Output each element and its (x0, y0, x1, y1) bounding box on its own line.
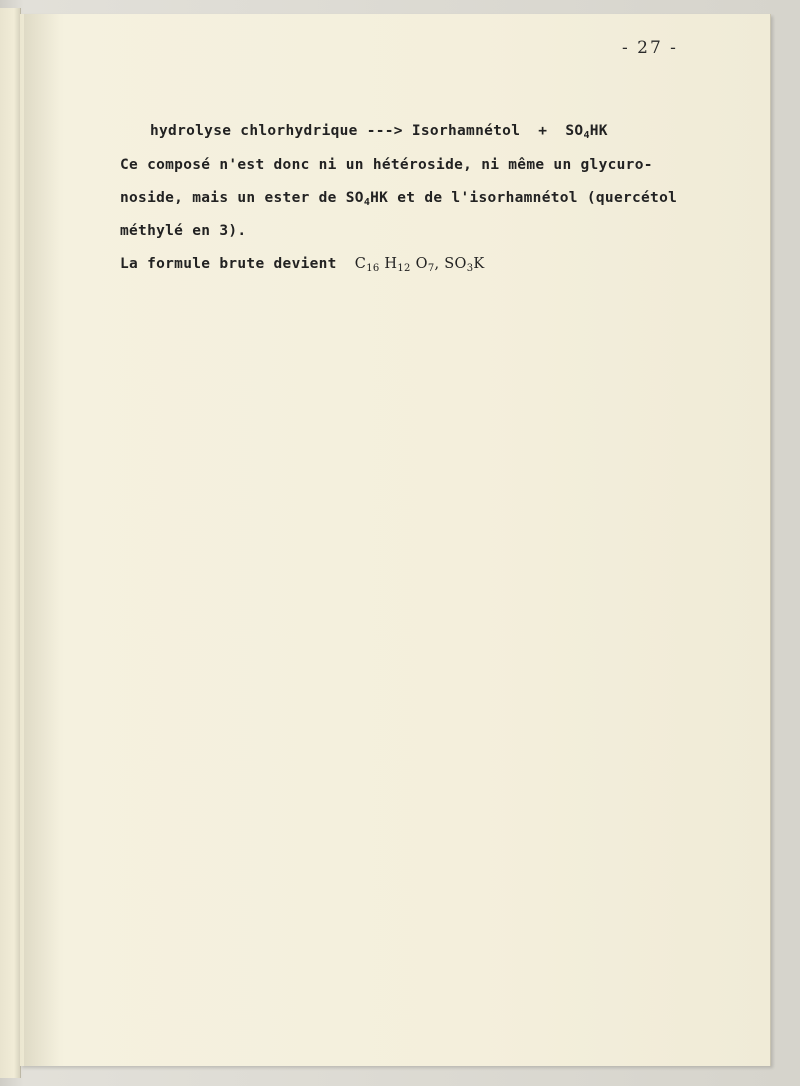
subscript: 12 (397, 263, 411, 274)
formula-element: , SO (434, 256, 467, 272)
page-fold-shadow (24, 14, 60, 1066)
text-line-3 (120, 190, 677, 208)
reaction-reagent: hydrolyse chlorhydrique (150, 123, 358, 139)
formula-element: O (410, 256, 428, 272)
text-line-1 (150, 123, 608, 141)
subscript: 7 (427, 263, 435, 274)
formula-element: C (354, 256, 367, 272)
formula-element: K (473, 256, 485, 272)
facing-page-edge (0, 8, 21, 1078)
text-segment: HK et de l'isorhamnétol (quercétol (370, 190, 678, 206)
page-number: - 27 - (622, 38, 678, 58)
subscript: 16 (366, 263, 380, 274)
reaction-product-end: HK (589, 123, 608, 139)
reaction-product: Isorhamnétol + SO (411, 123, 584, 139)
subscript: 4 (583, 130, 590, 141)
formula-element: H (379, 256, 398, 272)
text-line-2: Ce composé n'est donc ni un hétéroside, ni même un glycuro- (120, 157, 653, 173)
formula (355, 256, 485, 272)
subscript: 4 (363, 197, 371, 208)
formula-label: La formule brute devient (120, 256, 355, 272)
text-line-5 (120, 256, 485, 274)
reaction-arrow: ---> (366, 123, 403, 139)
text-line-4: méthylé en 3). (120, 223, 247, 239)
subscript: 3 (466, 263, 474, 274)
text-segment: noside, mais un ester de SO (120, 190, 364, 206)
